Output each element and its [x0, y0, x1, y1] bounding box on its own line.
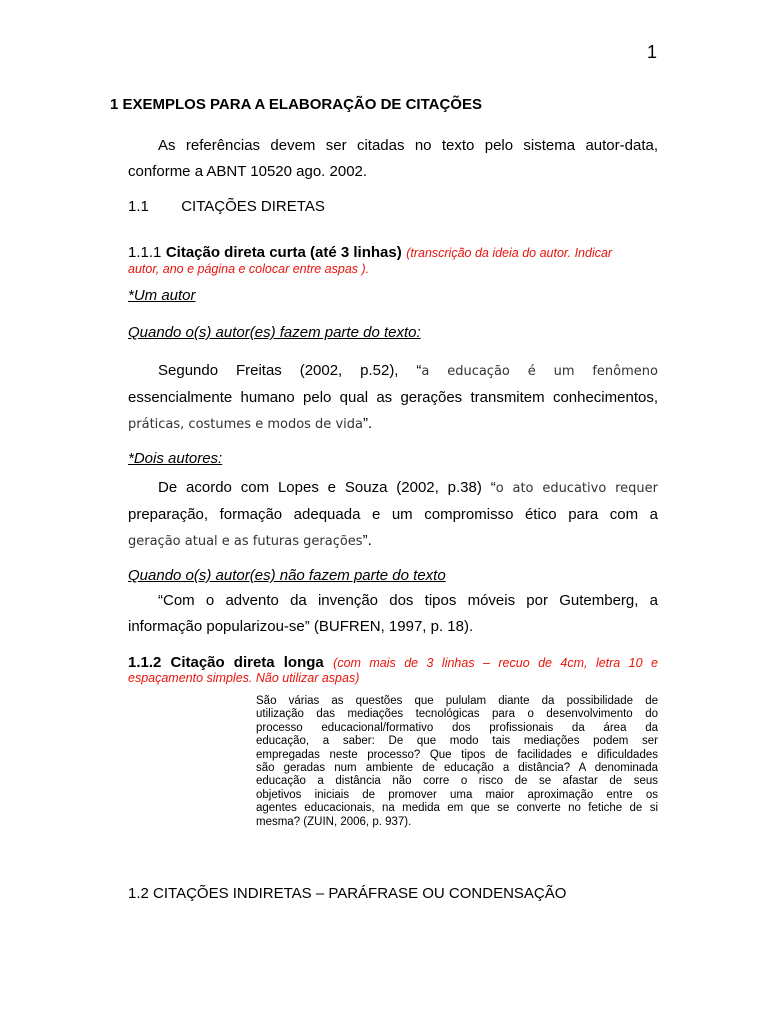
- freitas-quote-1: a educação é um fenômeno: [421, 364, 658, 379]
- section-1-1-title: CITAÇÕES DIRETAS: [181, 198, 325, 215]
- page-number: 1: [647, 42, 658, 62]
- long-quote-line: mesma? (ZUIN, 2006, p. 937).: [256, 815, 412, 828]
- section-1-1-1-number: 1.1.1: [128, 244, 162, 261]
- long-quote-line: utilização das mediações tecnológicas para o desenvolvimento do: [256, 708, 658, 721]
- main-heading: 1 EXEMPLOS PARA A ELABORAÇÃO DE CITAÇÕES: [110, 96, 482, 113]
- section-1-1-2-note-2: espaçamento simples. Não utilizar aspas): [128, 671, 360, 685]
- lopes-line-2: preparação, formação adequada e um compromisso ético para com a: [128, 506, 658, 523]
- long-quote-line: educação, a saber: De que modo tais mediações podem ser: [256, 735, 658, 748]
- intro-paragraph: [128, 133, 658, 185]
- freitas-line-1-text: Segundo Freitas (2002, p.52), “: [158, 362, 422, 379]
- um-autor-label: *Um autor: [128, 287, 196, 304]
- section-1-1-2-title: 1.1.2 Citação direta longa: [128, 654, 324, 671]
- lopes-quote-3: geração atual e as futuras gerações: [128, 534, 363, 549]
- section-1-1-heading: [128, 198, 325, 215]
- freitas-quote-3: práticas, costumes e modos de vida: [128, 417, 363, 432]
- gutemberg-line-1: “Com o advento da invenção dos tipos móveis por Gutemberg, a: [158, 592, 658, 609]
- long-quote-line: objetivos iniciais de promover uma maior aproximação entre os: [256, 788, 658, 801]
- freitas-paragraph: [128, 358, 658, 438]
- quando-nao-parte-label: Quando o(s) autor(es) não fazem parte do texto: [128, 567, 446, 584]
- section-1-1-1-note-2: autor, ano e página e colocar entre aspas ).: [128, 262, 370, 276]
- long-quote-line: agentes educacionais, na medida em que se converte no fetiche de si: [256, 802, 658, 815]
- lopes-paragraph: [128, 475, 658, 555]
- intro-line-2: conforme a ABNT 10520 ago. 2002.: [128, 163, 368, 180]
- intro-line-1: As referências devem ser citadas no texto pelo sistema autor-data,: [158, 137, 658, 154]
- lopes-line-1: [128, 475, 658, 502]
- section-1-2-heading: 1.2 CITAÇÕES INDIRETAS – PARÁFRASE OU CONDENSAÇÃO: [128, 885, 567, 902]
- long-quote: [256, 695, 658, 829]
- long-quote-line: processo educacional/formativo dos profissionais da área da: [256, 721, 658, 734]
- long-quote-line: empregadas neste processo? Que tipos de facilidades e dificuldades: [256, 748, 658, 761]
- section-1-1-1-heading: [128, 245, 668, 277]
- lopes-quote-1: o ato educativo requer: [495, 481, 658, 496]
- lopes-line-3-end: ”.: [362, 532, 372, 549]
- section-1-1-number: 1.1: [128, 198, 149, 215]
- long-quote-line: educação a distância não corre o risco de se afastar de seus: [256, 775, 658, 788]
- lopes-line-1-text: De acordo com Lopes e Souza (2002, p.38) “: [158, 479, 496, 496]
- long-quote-line: São várias as questões que pululam diante da possibilidade de: [256, 695, 658, 707]
- section-1-1-1-title: Citação direta curta (até 3 linhas): [165, 244, 402, 261]
- section-1-1-2-note-1: (com mais de 3 linhas – recuo de 4cm, letra 10 e: [333, 656, 658, 670]
- long-quote-line: são geradas num ambiente de educação a distância? A denominada: [256, 762, 658, 775]
- section-1-1-2-line-1: [128, 655, 658, 671]
- freitas-line-2: essencialmente humano pelo qual as gerações transmitem conhecimentos,: [128, 389, 658, 406]
- freitas-line-1: [128, 358, 658, 385]
- dois-autores-label: *Dois autores:: [128, 450, 223, 467]
- gutemberg-paragraph: [128, 588, 658, 640]
- section-1-1-2-heading: [128, 655, 658, 686]
- gutemberg-line-2: informação popularizou-se” (BUFREN, 1997, p. 18).: [128, 618, 474, 635]
- quando-parte-label: Quando o(s) autor(es) fazem parte do texto:: [128, 324, 421, 341]
- section-1-1-1-note-1: (transcrição da ideia do autor. Indicar: [406, 246, 613, 260]
- lopes-line-3: [128, 528, 658, 555]
- freitas-line-3-end: ”.: [362, 415, 373, 432]
- freitas-line-3: [128, 411, 658, 438]
